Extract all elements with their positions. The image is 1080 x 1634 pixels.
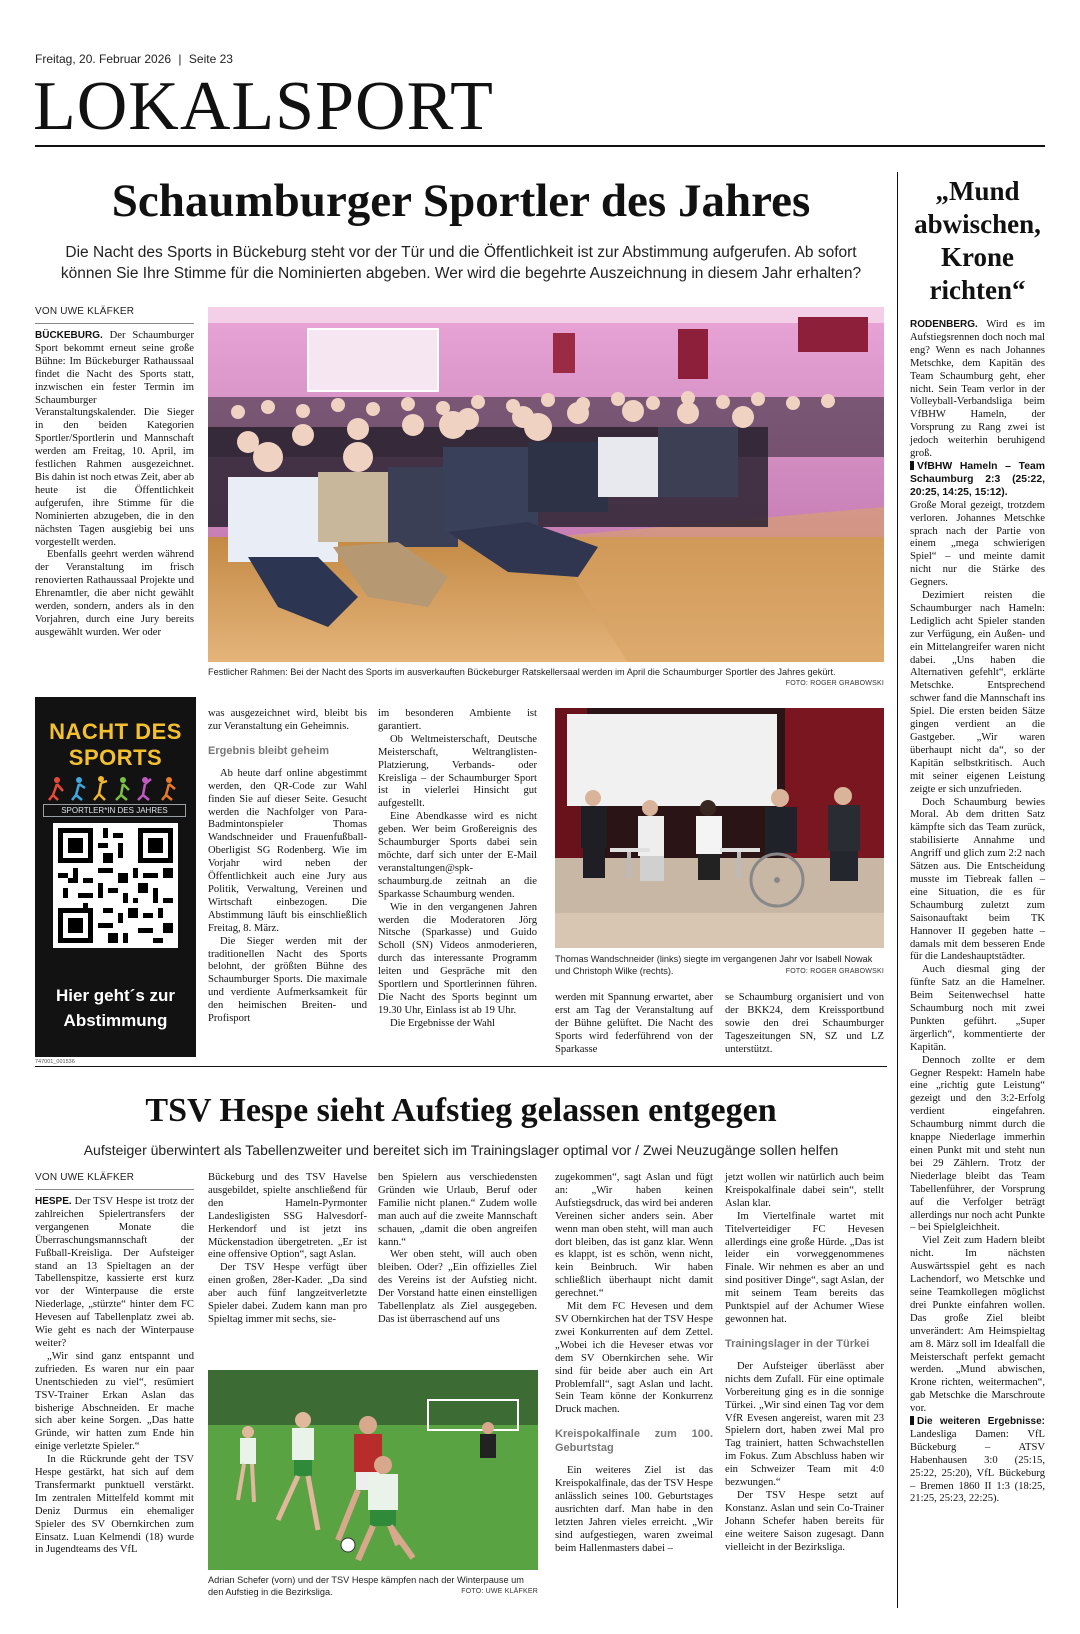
article1-byline: VON UWE KLÄFKER — [35, 306, 135, 317]
result-marker-icon — [910, 1416, 914, 1425]
hall-audience-image — [208, 307, 884, 662]
sidebar-body — [910, 319, 1045, 1506]
article2-paragraph: Wer oben steht, will auch oben bleiben. Oder? „Ein offizielles Ziel des Vereins ist der Aufstieg nicht. Der Vorstand hatte einen einstelligen Tabellenplatz als Ziel ausgegeben. Das ist überraschend auf uns — [378, 1249, 537, 1325]
ad-title — [35, 719, 196, 771]
article1-col1 — [35, 330, 194, 640]
football-match-image — [208, 1370, 538, 1570]
article2-paragraph: Mit dem FC Hevesen und dem SV Obernkirchen hat der TSV Hespe zwei Konkurrenten auf dem Zettel. „Wobei ich die Heveser etwas vor dem SV Obernkirchen sehe. Wir sind für beide aber auch ein Art Problemfall“, sagt Aslan und lacht. Sein Team könne der Konkurrenz Druck machen. — [555, 1301, 713, 1416]
ad-cta-line2: Abstimmung — [63, 1011, 168, 1030]
article1-paragraph: Ob Weltmeisterschaft, Deutsche Meisterschaft, Weltranglisten-Platzierung, Verbands- oder Kreisliga – der Schaumburger Sport ist in vielerlei Hinsicht gut aufgestellt. — [378, 733, 537, 810]
section-title: LOKALSPORT — [33, 68, 494, 145]
article2-lead: Aufsteiger überwintert als Tabellenzweiter und bereitet sich im Trainingslager optimal vor / Zwei Neuzugänge sollen helfen — [83, 1142, 839, 1158]
issue-date-line: Freitag, 20. Februar 2026 | Seite 23 — [35, 52, 233, 66]
article1-paragraph: Eine Abendkasse wird es nicht geben. Wer beim Großereignis des Schaumburger Sports dabei sein möchte, darf sich unter der E-Mail veranstaltungen@spk-schaumburg.de zeitnah an die Sparkasse Schaumburg wenden. — [378, 811, 537, 900]
article1-dateline: BÜCKEBURG. — [35, 330, 103, 341]
article1-subhead: Ergebnis bleibt geheim — [208, 744, 330, 757]
article2-paragraph: Der TSV Hespe verfügt über einen großen, 28er-Kader. „Da sind aber auch fünf langzeitverletzte Spieler dabei. Zudem kann man pro Spieltag immer mit sechs, sie- — [208, 1262, 367, 1325]
hall-photo-caption: Festlicher Rahmen: Bei der Nacht des Sports im ausverkauften Bückeburger Ratskellersaal werden im April die Schaumburger Sportler des Jahres gekürt. — [208, 667, 836, 677]
sidebar-result: VfBHW Hameln – Team Schaumburg 2:3 (25:22, 20:25, 14:25, 15:12). — [910, 460, 1045, 498]
stage-podium-image — [555, 708, 884, 948]
sidebar-headline: „Mund abwischen, Krone richten“ — [914, 176, 1041, 305]
stage-photo-caption: Thomas Wandschneider (links) siegte im vergangenen Jahr vor Isabell Nowak und Christoph Wilke (rechts). — [555, 954, 873, 976]
article2-dateline: HESPE. — [35, 1196, 72, 1207]
article2-paragraph: Der Aufsteiger überlässt aber nichts dem Zufall. Für eine optimale Vorbereitung ging es in die sonnige Türkei. „Wir sind einen Tag vor dem VfR Evesen angereist, waren mit 23 Spielern dort, haben zwei Mal pro Tag trainiert, hatten Schwachstellen im Fokus. Zum Abschluss haben wir ein Schweizer Team mit 4:0 bezwungen.“ — [725, 1360, 884, 1489]
article2-paragraph: Bückeburg und des TSV Havelse ausgebildet, spielte anschließend für den Hameln-Pyrmonter Landesligisten SSG Halvesdorf-Herkendorf und ist jetzt ins Mückenstadion übergetreten. „Er ist eine offensive Option“, sagt Aslan. — [208, 1172, 367, 1261]
article2-paragraph: jetzt wollen wir natürlich auch beim Kreispokalfinale dabei sein“, stellt Aslan klar. — [725, 1172, 884, 1209]
article1-paragraph: was ausgezeichnet wird, bleibt bis zur Veranstaltung ein Geheimnis. — [208, 708, 367, 732]
sidebar-paragraph: Viel Zeit zum Hadern bleibt nicht. Im nächsten Auswärtsspiel geht es nach Lachendorf, wo Metschke und seine Teamkollegen möglichst drei Punkte einfahren wollen. Das große Ziel bleibt unverändert: Am Heimspieltag am 8. März soll im Idealfall die Meisterschaft perfekt gemacht werden. „Mund abwischen, Krone richten, weitermachen“, gab Metschke die Marschroute vor. — [910, 1235, 1045, 1415]
article1-paragraph: Der Schaumburger Sport bekommt erneut seine große Bühne: Im Bückeburger Rathaussaal findet die Nacht des Sports statt, inzwischen ein fester Termin im Schaumburger Veranstaltungskalender. Die Sieger in den beiden Kategorien Sportler/Sportlerin und Mannschaft werden am Freitag, 10. April, im festlichen Rahmen ausgezeichnet. Bis dahin ist noch etwas Zeit, aber ab heute ist die Öffentlichkeit aufgerufen, ihre Stimme für die Nominierten abzugeben, die in den nächsten Tagen ausgiebig bei uns vorgestellt werden. — [35, 330, 194, 548]
byline-rule — [35, 1189, 194, 1190]
article1-col4 — [555, 992, 713, 1057]
sidebar-paragraph: Dezimiert reisten die Schaumburger nach Hameln: Lediglich acht Spieler standen zur Verfügung, ein Außen- und ein Mittelangreifer waren nicht dabei. „Uns haben die Alternativen gefehlt“, erklärte Metschke. Entsprechend schwer fand die Mannschaft ins Spiel. Die ersten beiden Sätze gingen verdient an die Gastgeber. „Wir waren überhaupt nicht da“, so der Kapitän selbstkritisch. Auch mit seiner eigenen Leistung zeigte er sich unzufrieden. — [910, 590, 1045, 795]
article1-paragraph: Ab heute darf online abgestimmt werden, den QR-Code zur Wahl finden Sie auf dieser Seite. Gesucht werden die Nachfolger von Para-Badmintonspieler Thomas Wandschneider und Frauenfußball-Oberligist SG Rodenberg. Wie im Vorjahr wird neben der Öffentlichkeit auch eine Jury aus Politik, Verwaltung, Vereinen und Wirtschaft einbezogen. Die Abstimmung läuft bis einschließlich Freitag, 8. März. — [208, 767, 367, 934]
article1-headline: Schaumburger Sportler des Jahres — [111, 175, 811, 227]
article2-subhead: Trainingslager in der Türkei — [725, 1337, 870, 1350]
article2-byline: VON UWE KLÄFKER — [35, 1172, 135, 1183]
article2-paragraph: Der TSV Hespe ist trotz der zahlreichen Spielertransfers der vergangenen Monate die Überraschungsmannschaft der Fußball-Kreisliga. Der Aufsteiger stand an 13 Spieltagen an der Tabellenspitze, kassierte erst kurz vor der Winterpause die erste Niederlage, „stürzte“ hinter dem FC Hevesen auf Tabellenplatz zwei ab. Wie geht es nach der Winterpause weiter? — [35, 1196, 194, 1349]
ad-title-line1: NACHT DES — [49, 719, 182, 744]
article2-paragraph: In die Rückrunde geht der TSV Hespe gestärkt, hat sich auf dem Transfermarkt punktuell verstärkt. Im zentralen Mittelfeld kommt mit Deniz Durmus ein ehemaliger Spieler des SV Obernkirchen zum Einsatz. Luan Kelmendi (18) wurde in Jugendteams des VfL — [35, 1454, 194, 1556]
article-separator — [35, 1066, 887, 1067]
stage-photo-credit: FOTO: ROGER GRABOWSKI — [785, 968, 884, 975]
sidebar-results-head: Die weiteren Ergebnisse: — [917, 1416, 1045, 1428]
article2-paragraph: Im Viertelfinale wartet mit Titelverteidiger FC Hevesen allerdings eine große Hürde. „Das ist leider ein vorweggenommenes Finale. Wir nehmen es aber an und sind positiver Dinge“, sagt Aslan, der mit seinem Team bereits das Punktspiel auf der Achumer Wiese gewonnen hat. — [725, 1210, 884, 1325]
issue-date: Freitag, 20. Februar 2026 — [35, 52, 172, 66]
article2-col4 — [555, 1172, 713, 1556]
page-number: Seite 23 — [188, 52, 233, 66]
ad-title-line2: SPORTS — [68, 745, 163, 770]
article2-col3 — [378, 1172, 537, 1327]
article1-col3 — [378, 708, 537, 1031]
article2-col5 — [725, 1172, 884, 1554]
article2-subhead: Kreispokalfinale zum 100. Geburtstag — [555, 1428, 713, 1455]
header-rule — [35, 145, 1045, 147]
article2-paragraph: ben Spielern aus verschiedensten Gründen wie Urlaub, Beruf oder Familie nicht planen.“ Zudem wolle man auch auf die zweite Mannschaft schauen, „damit die oben angreifen kann.“ — [378, 1172, 537, 1248]
vote-ad[interactable] — [35, 697, 196, 1057]
article1-col2 — [208, 708, 367, 1026]
ad-cta-line1: Hier geht´s zur — [55, 986, 176, 1005]
sidebar-results: Landesliga Damen: VfL Bückeburg – ATSV Habenhausen 3:0 (25:15, 25:22, 25:20), VfL Bückeburg – Bremen 1860 II 1:3 (18:25, 21:25, 25:23, 22:25). — [910, 1428, 1045, 1505]
sidebar-dateline: RODENBERG. — [910, 319, 978, 330]
sidebar-paragraph: Auch diesmal ging der fünfte Satz an die Hamelner. Beim Seitenwechsel hatte Schaumburg noch mit zwei Punkten geführt. „Super ärgerlich“, kommentierte der Kapitän. — [910, 964, 1045, 1053]
hall-audience-photo — [208, 307, 884, 662]
qr-code-icon[interactable] — [53, 823, 178, 948]
article2-headline: TSV Hespe sieht Aufstieg gelassen entgegen — [145, 1092, 777, 1129]
athletes-silhouette-icon — [45, 775, 186, 801]
football-photo-caption: Adrian Schefer (vorn) und der TSV Hespe kämpfen nach der Winterpause um den Aufstieg in die Bezirksliga. — [208, 1575, 524, 1597]
article2-paragraph: Ein weiteres Ziel ist das Kreispokalfinale, das der TSV Hespe anlässlich seines 100. Geburtstages ausrichten darf. Man habe in den letzten Jahren vieles erreicht. „Wir sind aufgestiegen, waren zweimal beim Hallenmasters dabei – — [555, 1465, 713, 1554]
result-marker-icon — [910, 461, 914, 470]
article1-paragraph: im besonderen Ambiente ist garantiert. — [378, 708, 537, 732]
sidebar-paragraph: Doch Schaumburg bewies Moral. Ab dem dritten Satz kämpfte sich das Team zurück, stabilisierte Annahme und Angriff und glich zum 2:2 nach Sätzen aus. Die Entscheidung musste im Tiebreak fallen – eine Situation, die es für Schaumburg zuletzt zum Saisonauftakt beim TK Hannover II gegeben hatte – damals mit dem besseren Ende für die Landeshauptstädter. — [910, 796, 1045, 963]
article2-paragraph: „Wir sind ganz entspannt und zufrieden. Es waren nur ein paar Unentschieden zu viel“, resümiert TSV-Trainer Erkan Aslan das bisherige Abschneiden. Er mache sich aber keine Sorgen. „Das hatte Gründe, wir hatten zum Ende hin einige verletzte Spieler.“ — [35, 1350, 194, 1453]
sidebar-paragraph: Wird es im Aufstiegsrennen doch noch mal eng? Wenn es nach Johannes Metschke, dem Kapitän des Team Schaumburg geht, eher nicht. Sein Team verlor in der Volleyball-Verbandsliga beim VfBHW Hameln, der Vorsprung zu Rang zwei ist jedoch weiterhin beruhigend groß. — [910, 319, 1045, 460]
stage-podium-photo — [555, 708, 884, 948]
sidebar-paragraph: Große Moral gezeigt, trotzdem verloren. Johannes Metschke sprach nach der Partie von einem „mega schwierigen Spiel“ – und meinte damit nicht nur die Stärke des Gegners. — [910, 499, 1045, 589]
hall-photo-credit: FOTO: ROGER GRABOWSKI — [785, 680, 884, 687]
article2-paragraph: Der TSV Hespe setzt auf Konstanz. Aslan und sein Co-Trainer Johann Schefer haben bereits für eine weitere Saison zugesagt. Dann vielleicht in der Bezirksliga. — [725, 1489, 884, 1553]
article1-paragraph: se Schaumburg organisiert und von der BKK24, dem Kreissportbund sowie den drei Schaumburger Tageszeitungen SN, SZ und LZ unterstützt. — [725, 992, 884, 1055]
article1-paragraph: werden mit Spannung erwartet, aber erst am Tag der Veranstaltung auf der Bühne gelüftet. Die Nacht des Sports wird federführend von der Sparkasse — [555, 992, 713, 1055]
article1-paragraph: Wie in den vergangenen Jahren werden die Moderatoren Jörg Nitsche (Sparkasse) und Guido Scholl (SN) Videos anmoderieren, durch das interessante Programm leiten und Gespräche mit den Sportlern und Sportlerinnen führen. Die Nacht des Sports beginnt um 19.30 Uhr, Einlass ist ab 19 Uhr. — [378, 901, 537, 1016]
football-photo-credit: FOTO: UWE KLÄFKER — [461, 1588, 538, 1595]
sidebar-divider — [897, 172, 898, 1608]
article1-paragraph: Die Ergebnisse der Wahl — [390, 1017, 495, 1029]
byline-rule — [35, 323, 194, 324]
article1-lead: Die Nacht des Sports in Bückeburg steht vor der Tür und die Öffentlichkeit ist zur Abstimmung aufgerufen. Ab sofort können Sie Ihre Stimme für die Nominierten abgeben. Wer wird die begehrte Auszeichnung in diesem Jahr erhalten? — [60, 244, 862, 282]
sidebar-paragraph: Dennoch zollte er dem Gegner Respekt: Hameln habe eine „richtig gute Leistung“ gezeigt und den 3:2-Erfolg verdient eingefahren. Schaumburg nimmt durch die knappe Niederlage immerhin einen Punkt mit und steht nun bei 29 Zählern. Trotz der Niederlage bleibt das Team Tabellenführer, der Vorsprung auf die Verfolger beträgt allerdings nur noch acht Punkte – bei Spielgleichheit. — [910, 1054, 1045, 1234]
article1-paragraph: Ebenfalls geehrt werden während der Veranstaltung im frisch renovierten Rathaussaal Projekte und Ehrenamtler, die aber nicht gewählt werden, sondern, anders als in den Vorjahren, durch eine Jury bereits ausgewählt wurden. Wer oder — [35, 549, 194, 638]
ad-code: 747001_001536 — [35, 1059, 75, 1065]
article2-paragraph: zugekommen“, sagt Aslan und fügt an: „Wir haben keinen Aufstiegsdruck, das wird bei anderen Vereinen sicher anders sein. Aber wenn man oben steht, will man auch dort bleiben, das ist ganz klar. Wenn es klappt, ist es schön, wenn nicht, kein Beinbruch. Wir haben schließlich überhaupt nicht damit gerechnet.“ — [555, 1172, 713, 1300]
article1-paragraph: Die Sieger werden mit der traditionellen Nacht des Sports belohnt, der größten Bühne des Schaumburger Sports. Die maximale und verdiente Aufmerksamkeit für den heimischen Breiten- und Profisport — [208, 935, 367, 1025]
article2-col1 — [35, 1196, 194, 1557]
football-match-photo — [208, 1370, 538, 1570]
article2-col2 — [208, 1172, 367, 1327]
ad-banner: SPORTLER*IN DES JAHRES — [43, 804, 186, 817]
ad-cta[interactable] — [35, 983, 196, 1033]
article1-col5 — [725, 992, 884, 1057]
